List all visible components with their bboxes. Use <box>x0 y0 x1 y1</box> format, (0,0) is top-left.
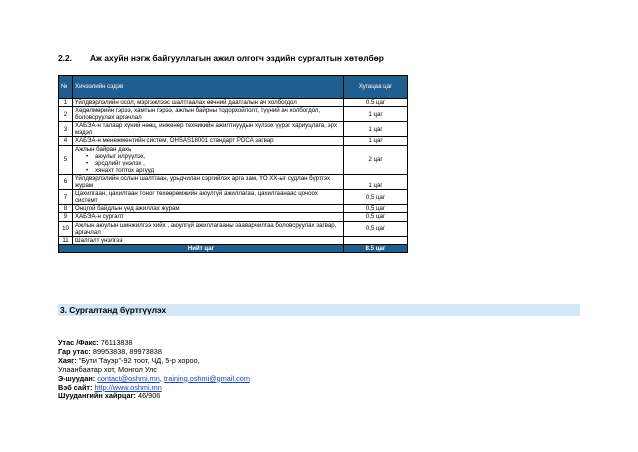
row-hours: 0.5 цаг <box>344 99 408 107</box>
table-row <box>59 122 408 137</box>
web-link[interactable]: http://www.oshmi.mn <box>94 382 162 392</box>
email-separator: , <box>159 373 164 383</box>
email-link-contact[interactable]: contact@oshmi.mn <box>97 373 160 383</box>
phone-fax-label: Утас /Факс: <box>58 338 99 347</box>
row-topic-text: Онцгой байдлын үед ажиллах журам <box>75 205 180 213</box>
section-number: 2.2. <box>58 53 72 63</box>
row-number: 11 <box>59 236 73 244</box>
training-program-table <box>58 75 408 253</box>
row-topic-text: Хөдөлмөрийн гэрээ, хамтын гэрээ, ажлын байрны тодорхойлолт, түүний ач холбогдол, боловсруулах аргачлал <box>75 107 321 122</box>
row-number: 8 <box>59 205 73 213</box>
row-hours: 1 цаг <box>344 174 408 189</box>
row-topic <box>73 174 344 189</box>
table-row <box>59 99 408 107</box>
row-hours: 0,5 цаг <box>344 213 408 221</box>
table-row <box>59 174 408 189</box>
row-topic-bullet: • эрсдлийг үнэлэх , <box>75 160 341 167</box>
row-topic <box>73 145 344 174</box>
total-row <box>59 244 408 252</box>
email-link-training[interactable]: training.oshmi@gmail.com <box>163 373 250 383</box>
email-label: Э-шуудан: <box>58 373 96 383</box>
row-topic <box>73 213 344 221</box>
table-row <box>59 145 408 174</box>
row-number: 9 <box>59 213 73 221</box>
row-topic-text: ХАБЭА-н менежментийн систем, OHSAS18001 стандарт PDCA загвар <box>75 137 274 145</box>
row-hours: 1 цаг <box>344 122 408 137</box>
row-topic-text: ХАБЭА-н сургалт <box>75 213 124 221</box>
header-hours: Хугацаа цаг <box>344 76 408 99</box>
row-topic-bullet: • аюулыг илрүүлэх, <box>75 153 341 160</box>
row-topic <box>73 107 344 122</box>
po-box-value: 46/906 <box>138 391 161 401</box>
phone-fax-value: 76113838 <box>100 338 133 347</box>
section-3-heading: 3. Сургалтанд бүртгүүлэх <box>58 304 580 316</box>
row-topic-text: Үйлдвэрлэлийн ослын шалтгаан, урьдчилан сэргийлэх арга зам, ҮО ХХ-ыг судлан бүртгэх журам <box>75 174 331 190</box>
row-topic-bullet: • хянахт топтох аргууд <box>75 167 341 174</box>
row-topic <box>73 122 344 137</box>
row-hours: 0,5 цаг <box>344 190 408 205</box>
table-row <box>59 213 408 221</box>
row-number: 4 <box>59 137 73 145</box>
row-topic <box>73 236 344 244</box>
po-box-row <box>58 392 250 401</box>
web-label: Вэб сайт: <box>58 382 93 392</box>
row-topic-text: Ажлын байран дахь <box>75 145 132 153</box>
row-number: 1 <box>59 99 73 107</box>
mobile-label: Гар утас: <box>58 346 91 356</box>
table-row <box>59 236 408 244</box>
table-row <box>59 221 408 236</box>
table-row <box>59 137 408 145</box>
table-header-row <box>59 76 408 99</box>
table-row <box>59 205 408 213</box>
row-topic-text: ХАБЭА-н талаар хүний нөөц, инженер техникийн ажилтнуудын хүлээх үүрэг хариуцлага, эрх мэдэл <box>75 122 337 137</box>
section-title: Аж ахуйн нэгж байгууллагын ажил олгогч эздийн сургалтын хөтөлбөр <box>90 53 384 63</box>
po-box-label: Шуудангийн хайрцаг: <box>58 391 136 401</box>
row-number: 7 <box>59 190 73 205</box>
row-hours: 1 цаг <box>344 137 408 145</box>
header-no: № <box>59 76 73 99</box>
row-hours <box>344 236 408 244</box>
row-hours: 0,5 цаг <box>344 221 408 236</box>
row-number: 6 <box>59 174 73 189</box>
row-topic <box>73 221 344 236</box>
address-value: "Бути Тауэр"-92 тоот, ЧД, 5-р хороо, <box>78 355 200 365</box>
mobile-value: 89953838, 89973838 <box>92 346 162 356</box>
row-hours: 1 цаг <box>344 107 408 122</box>
address-label: Хаяг: <box>58 355 77 365</box>
table-row <box>59 107 408 122</box>
row-topic-text: Ажлын аюулын шинжилгээ хийх , аюулгүй ажиллагааны зааварчилгаа боловсруулах загвар, аргачлал <box>75 221 337 236</box>
row-topic <box>73 99 344 107</box>
row-number: 5 <box>59 145 73 174</box>
row-topic <box>73 190 344 205</box>
row-topic-text: Үйлдвэрлэлийн осол, мэргэжлээс шалтгаалах өвчний даатгалын ач холбогдол <box>75 99 297 106</box>
row-number: 10 <box>59 221 73 236</box>
row-topic <box>73 137 344 145</box>
table-row <box>59 190 408 205</box>
header-topic: Хичээлийн сэдэв <box>73 76 344 99</box>
row-hours: 2 цаг <box>344 145 408 174</box>
row-topic <box>73 205 344 213</box>
total-label: Нийт цаг <box>59 244 344 252</box>
total-hours: 8.5 цаг <box>344 244 408 252</box>
section-2-2-heading <box>58 53 578 63</box>
row-number: 2 <box>59 107 73 122</box>
row-topic-text: Шалгалт үнэлгээ <box>75 236 123 244</box>
row-topic-text: Цахилгаан, цахилгаан тоног төхөөрөмжийн аюулгүй ажиллагаа, цахилгаанаас цочоох системт <box>75 190 318 205</box>
row-number: 3 <box>59 122 73 137</box>
address-line2: Улаанбаатар хот, Монгол Улс <box>58 364 157 374</box>
contact-block <box>58 339 250 401</box>
row-hours: 0,5 цаг <box>344 205 408 213</box>
